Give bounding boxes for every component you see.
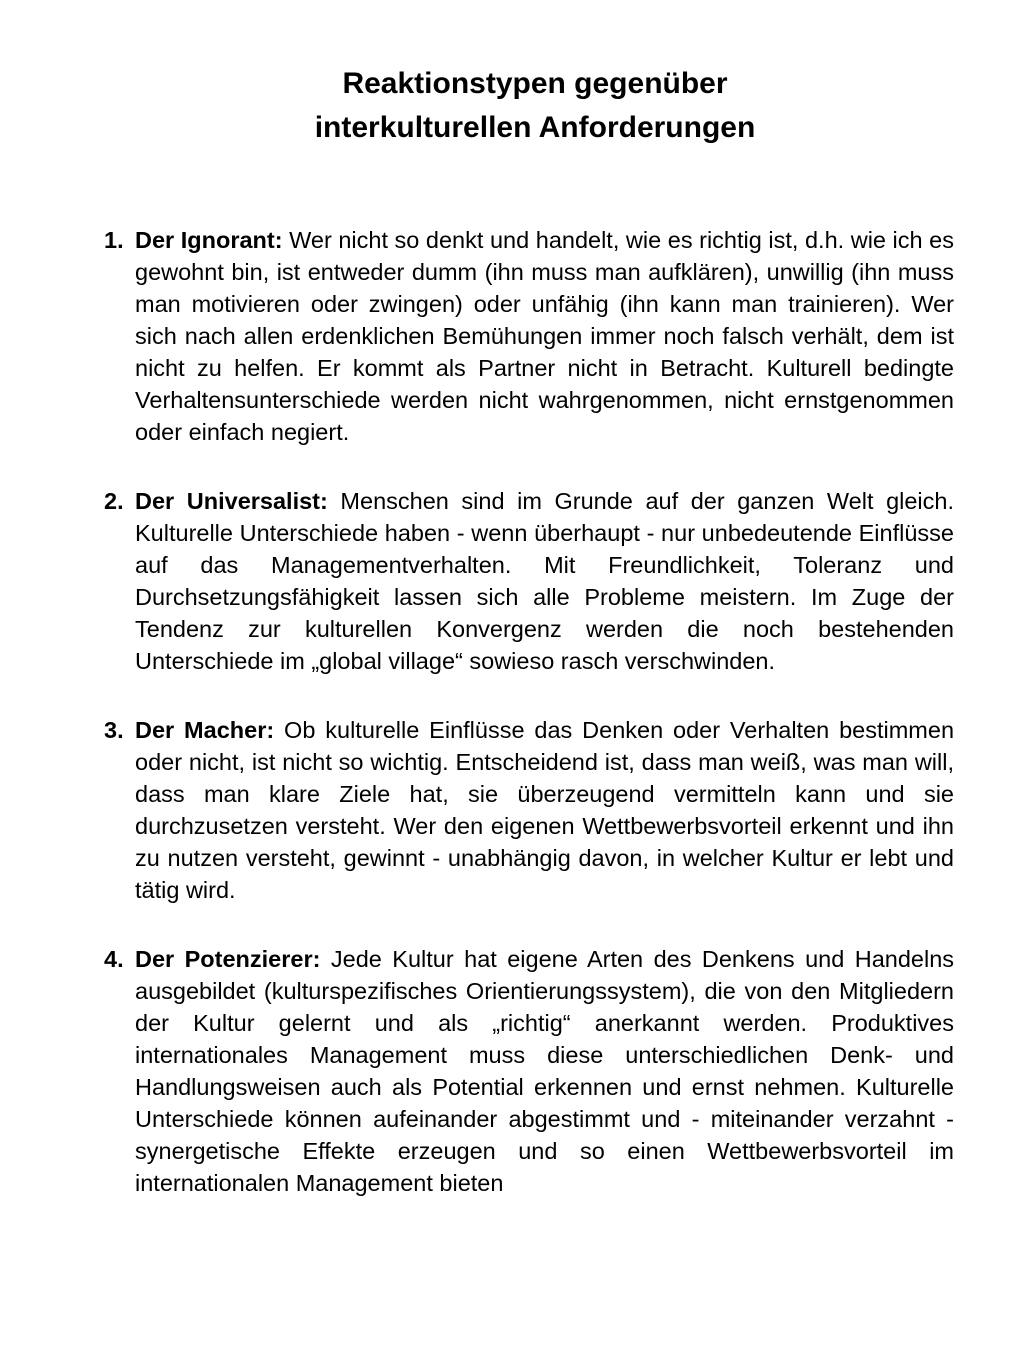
document-title — [0, 62, 1024, 150]
list-item-ignorant — [104, 224, 954, 448]
item-term: Der Potenzierer: — [135, 946, 321, 972]
item-text: Menschen sind im Grunde auf der ganzen Welt gleich. Kulturelle Unterschiede haben - wenn überhaupt - nur unbedeutende Einflüsse auf das Managementverhalten. Mit Freundlichkeit, Toleranz und Durchsetzungsfähigkeit lassen sich alle Probleme meistern. Im Zuge der Tendenz zur kulturellen Konvergenz werden die noch bestehenden Unterschiede im „global village“ sowieso rasch verschwinden. — [135, 488, 955, 674]
list-item-potenzierer — [104, 943, 954, 1199]
item-number: 3. — [104, 717, 124, 743]
title-line-1: Reaktionstypen gegenüber — [342, 67, 728, 100]
title-line-2: interkulturellen Anforderungen — [314, 111, 756, 144]
list-item-universalist — [104, 485, 954, 677]
item-number: 1. — [104, 227, 124, 253]
item-number: 4. — [104, 946, 124, 972]
item-text: Wer nicht so denkt und handelt, wie es richtig ist, d.h. wie ich es gewohnt bin, ist entweder dumm (ihn muss man aufklären), unwillig (ihn muss man motivieren oder zwingen) oder unfähig (ihn kann man trainieren). Wer sich nach allen erdenklichen Bemühungen immer noch falsch verhält, dem ist nicht zu helfen. Er kommt als Partner nicht in Betracht. Kulturell bedingte Verhaltensunterschiede werden nicht wahrgenommen, nicht ernstgenommen oder einfach negiert. — [135, 227, 954, 445]
list-item-macher — [104, 714, 954, 906]
item-text: Ob kulturelle Einflüsse das Denken oder Verhalten bestimmen oder nicht, ist nicht so wichtig. Entscheidend ist, dass man weiß, was man will, dass man klare Ziele hat, sie überzeugend vermitteln kann und sie durchzusetzen versteht. Wer den eigenen Wettbewerbsvorteil erkennt und ihn zu nutzen versteht, gewinnt - unabhängig davon, in welcher Kultur er lebt und tätig wird. — [135, 717, 955, 903]
reaction-types-list — [104, 224, 954, 1199]
item-text: Jede Kultur hat eigene Arten des Denkens und Handelns ausgebildet (kulturspezifisches Orientierungssystem), die von den Mitgliedern der Kultur gelernt und als „richtig“ anerkannt werden. Produktives internationales Management muss diese unterschiedlichen Denk- und Handlungsweisen auch als Potential erkennen und ernst nehmen. Kulturelle Unterschiede können aufeinander abgestimmt und - miteinander verzahnt - synergetische Effekte erzeugen und so einen Wettbewerbsvorteil im internationalen Management bieten — [135, 946, 955, 1196]
item-term: Der Ignorant: — [135, 227, 283, 253]
item-number: 2. — [104, 488, 124, 514]
item-term: Der Universalist: — [135, 488, 328, 514]
item-term: Der Macher: — [135, 717, 275, 743]
